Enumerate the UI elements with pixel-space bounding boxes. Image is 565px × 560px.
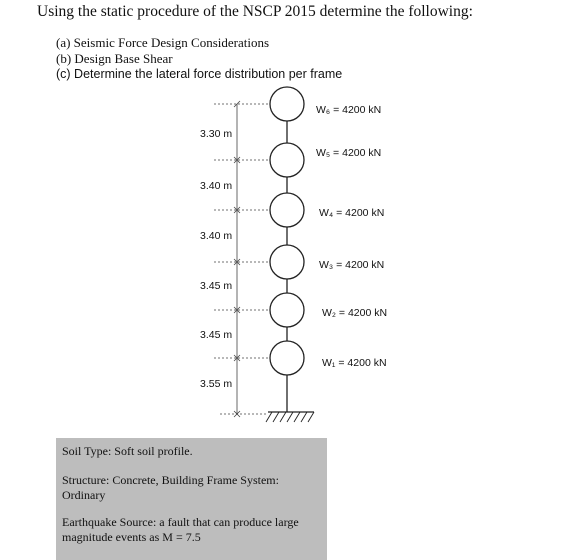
weight-label-4: W₄ = 4200 kN [319, 207, 385, 219]
floor-mass-2 [270, 293, 304, 327]
floor-mass-3 [270, 245, 304, 279]
weight-label-1: W₁ = 4200 kN [322, 357, 387, 369]
fixed-support [266, 412, 314, 422]
weight-label-3: W₃ = 4200 kN [319, 259, 385, 271]
level-line-5 [214, 157, 268, 163]
storey-height-1: 3.55 m [200, 378, 233, 390]
storey-height-5: 3.40 m [200, 180, 233, 192]
weight-label-6: W₆ = 4200 kN [316, 104, 382, 116]
question-b: (b) Design Base Shear [56, 51, 173, 66]
earthquake-source-note: Earthquake Source: a fault that can produce large magnitude events as M = 7.5 [62, 515, 299, 544]
level-line-3 [214, 259, 268, 265]
storey-height-6: 3.30 m [200, 128, 233, 140]
storey-height-2: 3.45 m [200, 329, 233, 341]
storey-height-3: 3.45 m [200, 280, 233, 292]
floor-mass-6 [270, 87, 304, 121]
soil-type-note: Soil Type: Soft soil profile. [62, 444, 193, 458]
level-line-1 [214, 355, 268, 361]
weight-label-2: W₂ = 4200 kN [322, 307, 388, 319]
question-a: (a) Seismic Force Design Considerations [56, 35, 270, 50]
weight-label-5: W₅ = 4200 kN [316, 147, 382, 159]
floor-mass-5 [270, 143, 304, 177]
problem-title: Using the static procedure of the NSCP 2015 determine the following: [37, 3, 473, 20]
question-c: (c) Determine the lateral force distribution per frame [56, 67, 343, 81]
level-line-2 [214, 307, 268, 313]
floor-mass-1 [270, 341, 304, 375]
level-line-base [220, 411, 268, 417]
storey-height-4: 3.40 m [200, 230, 233, 242]
level-line-6 [214, 101, 268, 107]
structure-note: Structure: Concrete, Building Frame System: Ordinary [62, 473, 279, 502]
level-line-4 [214, 207, 268, 213]
floor-mass-4 [270, 193, 304, 227]
given-data-box [56, 438, 327, 560]
